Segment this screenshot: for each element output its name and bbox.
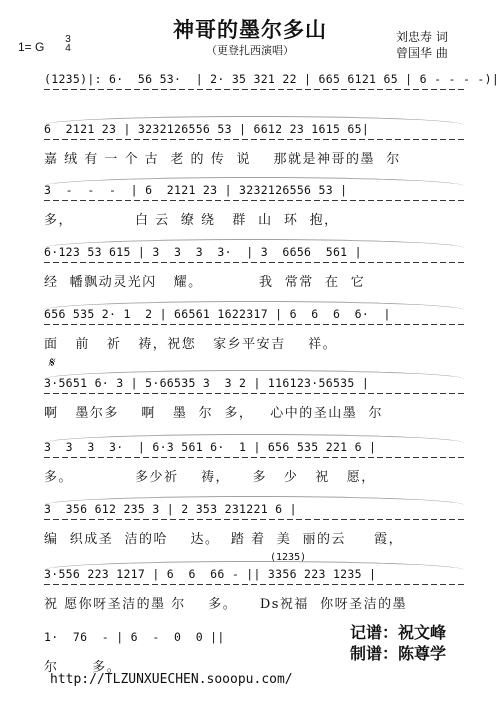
score-title: 神哥的墨尔多山 [173,17,327,42]
staff-line [44,567,464,623]
lyrics-line: 经 幡飘动灵光闪 耀。 我 常常 在 它 [44,275,366,290]
beat-underline [44,200,464,205]
lyrics-line: 多， 白 云 缭 绕 群 山 环 抱， [44,213,339,228]
lyrics-line: 祝 愿你呀圣洁的墨 尔 多。 Ds祝福 你呀圣洁的墨 [44,597,408,612]
repeat-mark: (1235) [270,552,307,563]
time-signature [63,35,73,53]
lyricist-credit: 刘忠寿 词 [396,30,448,44]
staff-line [44,440,464,496]
notation-line: 1· 76 - | 6 - 0 0 || [44,630,225,644]
staff-line [44,502,464,558]
staff-line [44,183,464,239]
notation-line: 6 2121 23 | 3232126556 53 | 6612 23 1615 65| [44,122,370,136]
lyrics-line: 多。 多少祈 祷， 多 少 祝 愿， [44,470,376,485]
notation-line: 656 535 2· 1 2 | 66561 1622317 | 6 6 6 6· | [44,307,391,321]
notation-line: 3·556 223 1217 | 6 6 66 - || 3356 223 1235 | [44,567,377,581]
composer-credit: 曾国华 曲 [396,46,448,60]
beat-underline [44,89,464,94]
producer-credit: 制谱：陈尊学 [350,644,447,663]
notation-line: 3 356 612 235 3 | 2 353 231221 6 | [44,502,297,516]
lyrics-line: 面 前 祈 祷，祝您 家乡平安吉 祥。 [44,337,338,352]
staff-line [44,245,464,301]
transcriber-credit: 记谱：祝文峰 [350,623,447,642]
beat-underline [44,262,464,267]
beat-underline [44,393,464,398]
notation-line: 6·123 53 615 | 3 3 3 3· | 3 6656 561 | [44,245,362,259]
lyrics-line: 编 织成圣 洁的哈 达。 踏 着 美 丽的云 霞， [44,532,404,547]
beat-underline [44,457,464,462]
staff-line [44,307,464,363]
notation-line: 3·5651 6· 3 | 5·66535 3 3 2 | 116123·56535 | [44,376,370,390]
segno-mark: 𝄋 [48,355,55,371]
source-url[interactable]: http://TLZUNXUECHEN.sooopu.com/ [50,672,293,687]
beat-underline [44,519,464,524]
notation-line: 3 3 3 3· | 6·3 561 6· 1 | 656 535 221 6 | [44,440,377,454]
lyrics-line: 嘉 绒 有 一 个 古 老 的 传 说 那就是神哥的墨 尔 [44,152,401,167]
notation-line: 3 - - - | 6 2121 23 | 3232126556 53 | [44,183,348,197]
notation-line: (1235)|: 6· 56 53· | 2· 35 321 22 | 665 6121 65 | 6 - - - -)| [44,72,500,86]
staff-line [44,376,464,432]
staff-line [44,122,464,178]
time-signature-top: 3 [65,34,71,45]
beat-underline [44,139,464,144]
beat-underline [44,324,464,329]
beat-underline [44,584,464,589]
lyrics-line: 尔 多。 [44,660,122,675]
key-signature: 1= G [18,40,45,54]
lyrics-line: 啊 墨尔多 啊 墨 尔 多， 心中的圣山墨 尔 [44,406,384,421]
time-signature-bottom: 4 [65,43,71,54]
score-subtitle: （更登扎西演唱） [206,44,294,57]
